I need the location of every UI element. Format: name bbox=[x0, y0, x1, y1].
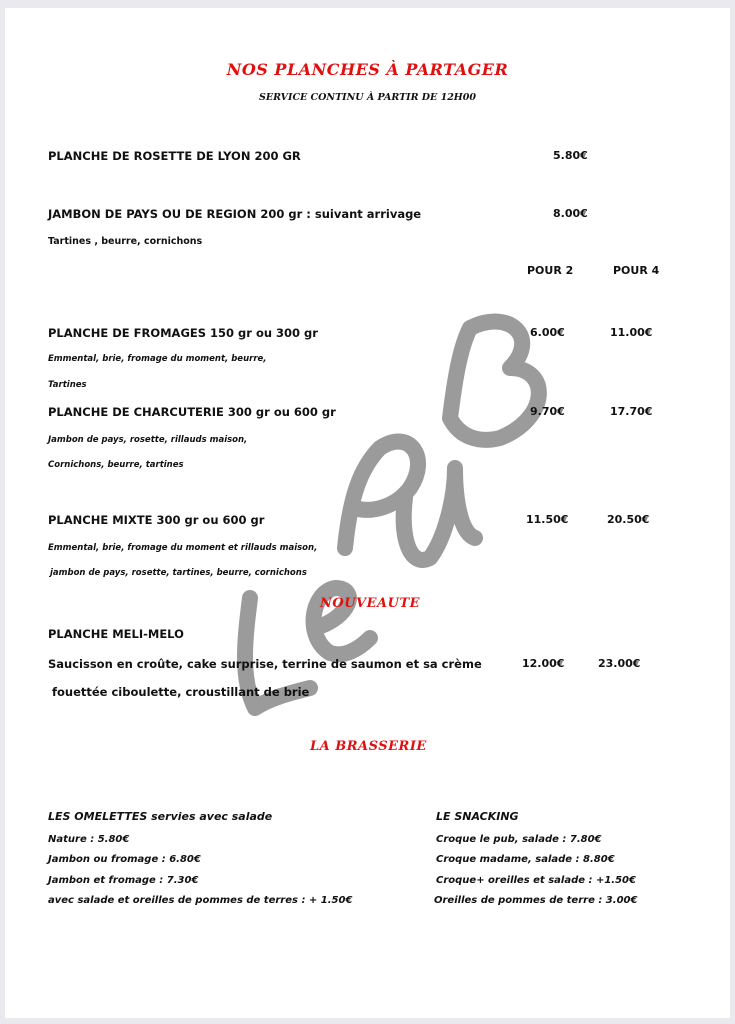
item-mixte-desc2: jambon de pays, rosette, tartines, beurre, cornichons bbox=[50, 568, 307, 578]
item-rosette-name: PLANCHE DE ROSETTE DE LYON 200 GR bbox=[48, 149, 301, 163]
omelettes-heading: LES OMELETTES servies avec salade bbox=[48, 810, 273, 823]
omelettes-line: Jambon ou fromage : 6.80€ bbox=[48, 854, 201, 865]
item-jambon-name: JAMBON DE PAYS OU DE REGION 200 gr : suivant arrivage bbox=[48, 207, 422, 221]
nouveaute-title: NOUVEAUTE bbox=[320, 596, 421, 611]
item-charcuterie-price4: 17.70€ bbox=[610, 405, 653, 418]
item-fromages-desc1: Emmental, brie, fromage du moment, beurre, bbox=[48, 354, 267, 364]
item-fromages-price2: 6.00€ bbox=[530, 326, 565, 339]
snacking-line: Croque madame, salade : 8.80€ bbox=[436, 854, 615, 865]
omelettes-line: Jambon et fromage : 7.30€ bbox=[48, 875, 199, 886]
snacking-line: Oreilles de pommes de terre : 3.00€ bbox=[434, 895, 638, 906]
nouveaute-item-desc1: Saucisson en croûte, cake surprise, terrine de saumon et sa crème bbox=[48, 657, 482, 671]
item-charcuterie-desc1: Jambon de pays, rosette, rillauds maison, bbox=[48, 435, 248, 445]
page-title: NOS PLANCHES À PARTAGER bbox=[226, 60, 509, 79]
snacking-line: Croque+ oreilles et salade : +1.50€ bbox=[436, 875, 636, 886]
nouveaute-item-desc2: fouettée ciboulette, croustillant de brie bbox=[52, 685, 310, 699]
nouveaute-item-price4: 23.00€ bbox=[598, 657, 641, 670]
item-jambon-note: Tartines , beurre, cornichons bbox=[48, 236, 203, 247]
item-charcuterie-desc2: Cornichons, beurre, tartines bbox=[48, 460, 184, 470]
item-charcuterie-name: PLANCHE DE CHARCUTERIE 300 gr ou 600 gr bbox=[48, 405, 336, 419]
item-fromages-price4: 11.00€ bbox=[610, 326, 653, 339]
menu-page bbox=[5, 8, 730, 1018]
snacking-heading: LE SNACKING bbox=[436, 810, 519, 823]
item-fromages-name: PLANCHE DE FROMAGES 150 gr ou 300 gr bbox=[48, 326, 318, 340]
item-jambon-price: 8.00€ bbox=[553, 207, 588, 220]
column-header-pour-2: POUR 2 bbox=[527, 264, 574, 277]
omelettes-line: avec salade et oreilles de pommes de terres : + 1.50€ bbox=[48, 895, 353, 906]
page-subtitle: SERVICE CONTINU À PARTIR DE 12H00 bbox=[258, 92, 477, 103]
item-charcuterie-price2: 9.70€ bbox=[530, 405, 565, 418]
item-fromages-desc2: Tartines bbox=[48, 380, 87, 390]
item-mixte-desc1: Emmental, brie, fromage du moment et rillauds maison, bbox=[48, 543, 318, 553]
snacking-line: Croque le pub, salade : 7.80€ bbox=[436, 834, 602, 845]
column-header-pour-4: POUR 4 bbox=[613, 264, 660, 277]
item-mixte-price2: 11.50€ bbox=[526, 513, 569, 526]
brasserie-title: LA BRASSERIE bbox=[310, 739, 427, 754]
item-mixte-name: PLANCHE MIXTE 300 gr ou 600 gr bbox=[48, 513, 265, 527]
nouveaute-item-price2: 12.00€ bbox=[522, 657, 565, 670]
omelettes-line: Nature : 5.80€ bbox=[48, 834, 130, 845]
nouveaute-item-name: PLANCHE MELI-MELO bbox=[48, 627, 184, 641]
item-rosette-price: 5.80€ bbox=[553, 149, 588, 162]
item-mixte-price4: 20.50€ bbox=[607, 513, 650, 526]
